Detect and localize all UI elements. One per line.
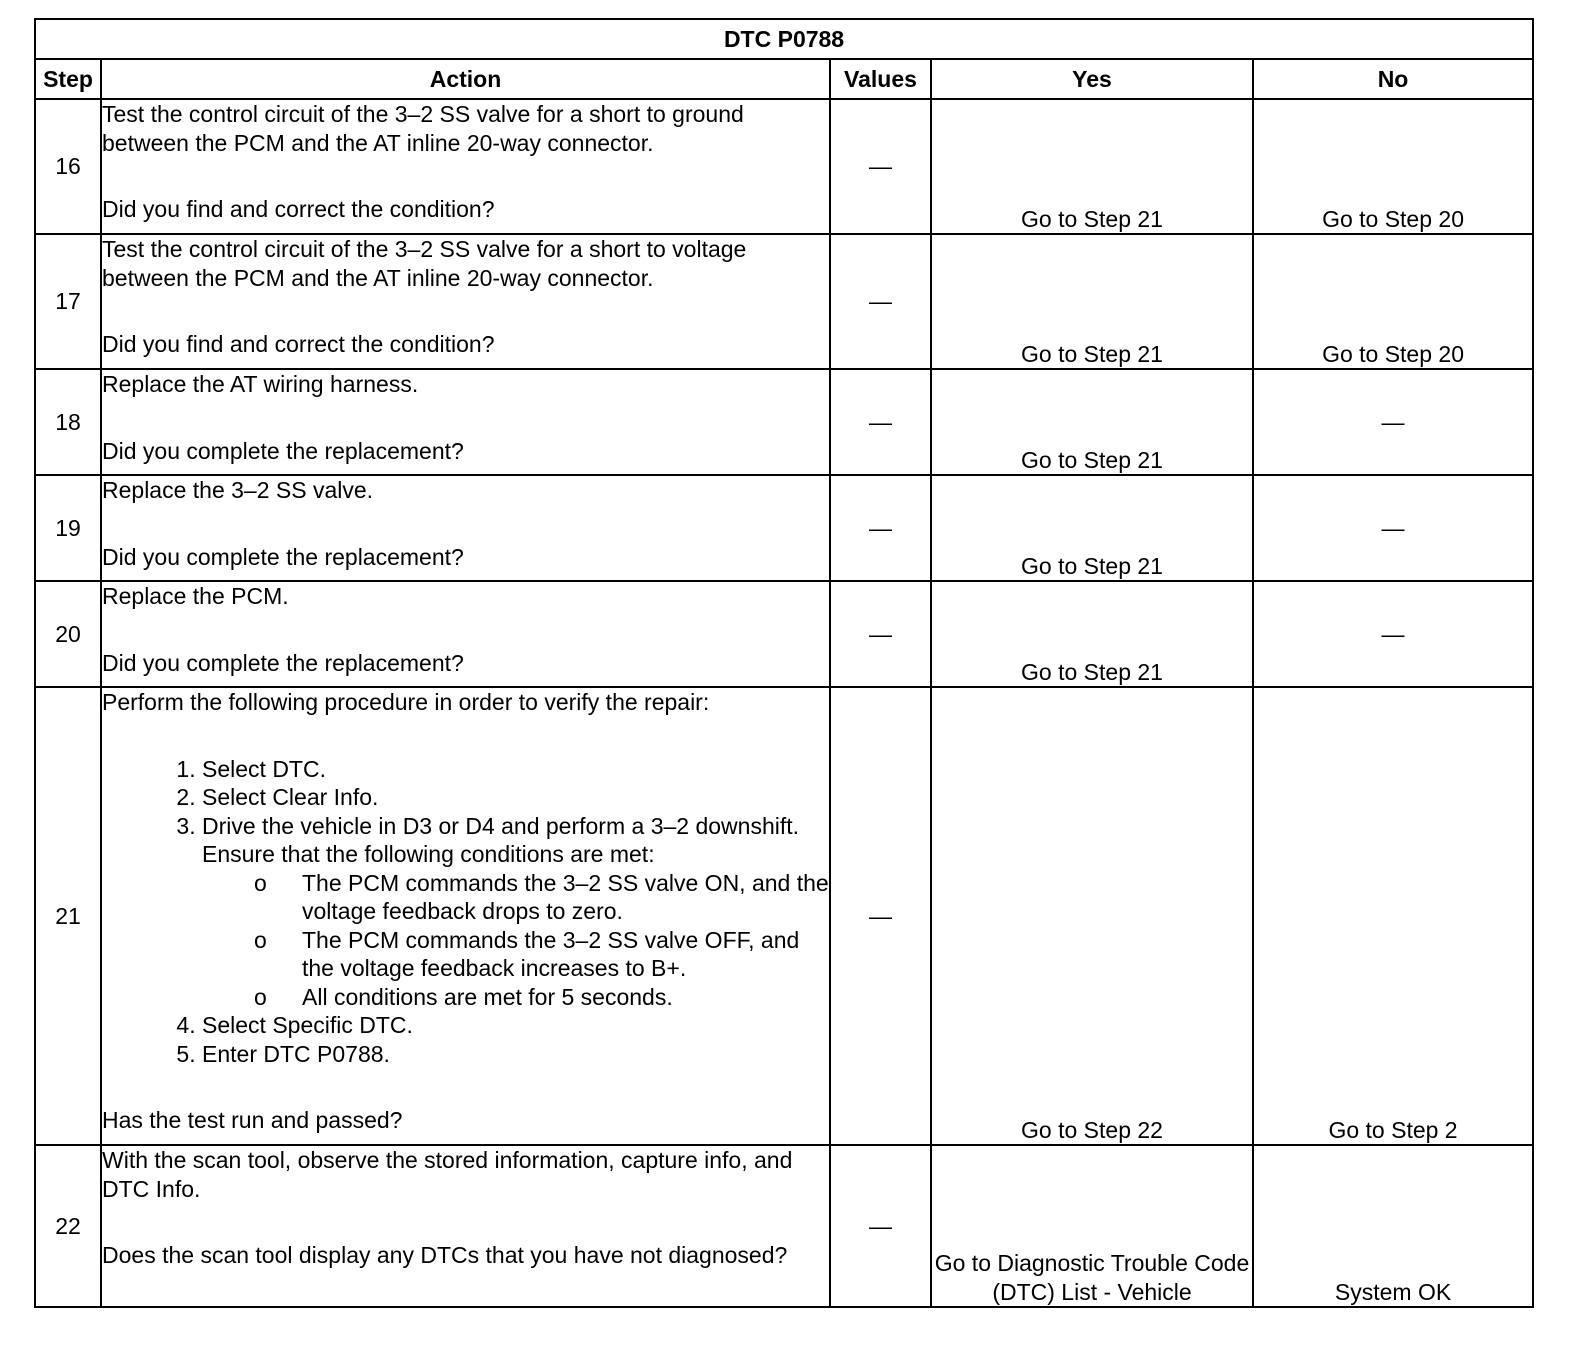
- action-question: Did you find and correct the condition?: [102, 196, 495, 222]
- table-row: [35, 581, 1533, 687]
- action-question: Did you complete the replacement?: [102, 437, 464, 464]
- action-text: Test the control circuit of the 3–2 SS valve for a short to voltage between the PCM and the AT inline 20-way connector.: [102, 236, 747, 291]
- action-text: Perform the following procedure in order to verify the repair:: [102, 689, 710, 715]
- table-row: [35, 99, 1533, 234]
- action-question: Did you find and correct the condition?: [102, 331, 495, 357]
- table-row: [35, 1145, 1533, 1307]
- yes-cell: Go to Step 21: [931, 581, 1253, 687]
- table-row: [35, 369, 1533, 475]
- step-number: 16: [35, 99, 101, 234]
- procedure-step-text: Drive the vehicle in D3 or D4 and perform a 3–2 downshift. Ensure that the following conditions are met:: [202, 812, 800, 867]
- no-cell: Go to Step 2: [1253, 687, 1533, 1145]
- dtc-table: [34, 18, 1534, 1308]
- action-question: Has the test run and passed?: [102, 1107, 403, 1133]
- procedure-step: 4. Select Specific DTC.: [202, 1011, 829, 1040]
- values-cell: —: [830, 1145, 931, 1307]
- yes-cell: Go to Step 21: [931, 475, 1253, 581]
- values-cell: —: [830, 369, 931, 475]
- step-number: 20: [35, 581, 101, 687]
- condition-text: All conditions are met for 5 seconds.: [302, 983, 673, 1010]
- action-cell: [101, 99, 830, 234]
- procedure-step: 5. Enter DTC P0788.: [202, 1040, 829, 1069]
- step-number: 18: [35, 369, 101, 475]
- values-cell: —: [830, 581, 931, 687]
- conditions-list: [202, 869, 829, 1012]
- header-yes: Yes: [931, 59, 1253, 99]
- no-cell: —: [1253, 369, 1533, 475]
- action-text: With the scan tool, observe the stored information, capture info, and DTC Info.: [102, 1147, 793, 1202]
- action-text: Replace the PCM.: [102, 583, 289, 609]
- procedure-step: [202, 812, 829, 1012]
- values-cell: —: [830, 99, 931, 234]
- action-cell: [101, 234, 830, 369]
- table-title: DTC P0788: [35, 19, 1533, 59]
- yes-cell: Go to Diagnostic Trouble Code (DTC) List - Vehicle: [931, 1145, 1253, 1307]
- action-text: Replace the 3–2 SS valve.: [102, 477, 374, 503]
- no-cell: Go to Step 20: [1253, 99, 1533, 234]
- procedure-step: 2. Select Clear Info.: [202, 783, 829, 812]
- action-cell: [101, 687, 830, 1145]
- step-number: 19: [35, 475, 101, 581]
- no-cell: System OK: [1253, 1145, 1533, 1307]
- action-cell: [101, 475, 830, 581]
- table-row: [35, 475, 1533, 581]
- values-cell: —: [830, 234, 931, 369]
- action-question: Does the scan tool display any DTCs that you have not diagnosed?: [102, 1242, 788, 1268]
- action-text: Replace the AT wiring harness.: [102, 371, 419, 397]
- condition-item: [254, 869, 829, 926]
- condition-item: [254, 926, 829, 983]
- header-values: Values: [830, 59, 931, 99]
- step-number: 21: [35, 687, 101, 1145]
- action-cell: [101, 1145, 830, 1307]
- yes-cell: Go to Step 21: [931, 99, 1253, 234]
- condition-text: The PCM commands the 3–2 SS valve ON, and the voltage feedback drops to zero.: [302, 869, 829, 924]
- table-row: [35, 687, 1533, 1145]
- bullet-icon: o: [254, 926, 267, 953]
- yes-cell: Go to Step 21: [931, 234, 1253, 369]
- procedure-step: 1. Select DTC.: [202, 755, 829, 784]
- table-row: [35, 234, 1533, 369]
- no-cell: —: [1253, 475, 1533, 581]
- no-cell: Go to Step 20: [1253, 234, 1533, 369]
- yes-cell: Go to Step 21: [931, 369, 1253, 475]
- header-action: Action: [101, 59, 830, 99]
- procedure-list: [102, 755, 829, 1069]
- step-number: 22: [35, 1145, 101, 1307]
- no-cell: —: [1253, 581, 1533, 687]
- condition-text: The PCM commands the 3–2 SS valve OFF, and the voltage feedback increases to B+.: [302, 926, 800, 981]
- bullet-icon: o: [254, 983, 267, 1010]
- action-question: Did you complete the replacement?: [102, 649, 464, 676]
- step-number: 17: [35, 234, 101, 369]
- header-no: No: [1253, 59, 1533, 99]
- action-cell: [101, 369, 830, 475]
- values-cell: —: [830, 687, 931, 1145]
- bullet-icon: o: [254, 869, 267, 896]
- header-step: Step: [35, 59, 101, 99]
- values-cell: —: [830, 475, 931, 581]
- yes-cell: Go to Step 22: [931, 687, 1253, 1145]
- action-question: Did you complete the replacement?: [102, 543, 464, 570]
- condition-item: [254, 983, 829, 1012]
- action-cell: [101, 581, 830, 687]
- action-text: Test the control circuit of the 3–2 SS valve for a short to ground between the PCM and the AT inline 20-way connector.: [102, 101, 744, 156]
